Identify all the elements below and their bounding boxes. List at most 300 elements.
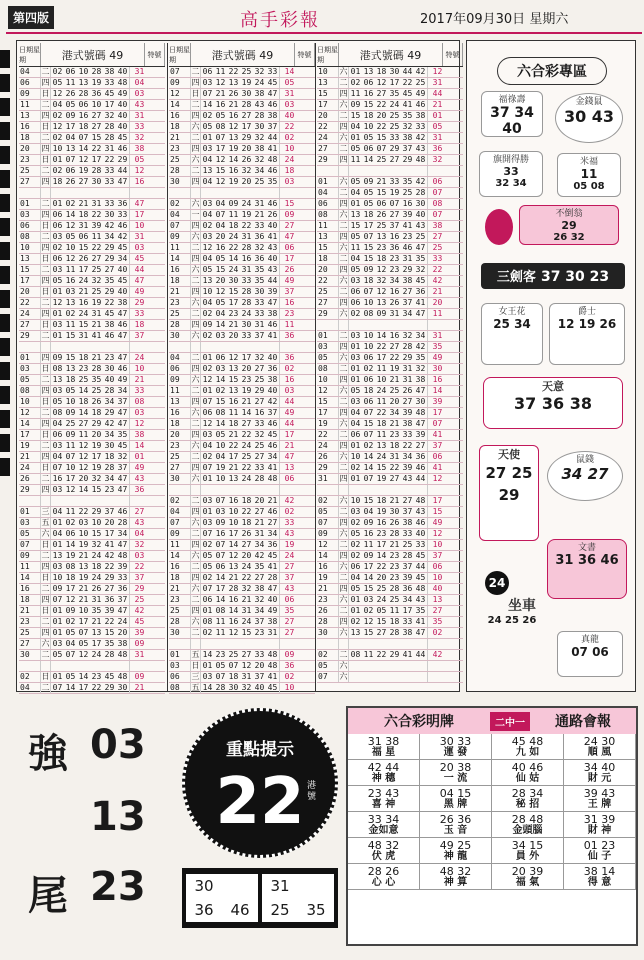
row-special: 16	[129, 177, 149, 187]
row-special	[427, 639, 447, 649]
row-number: 07	[65, 155, 76, 164]
badge-nums: 33	[503, 165, 519, 178]
row-number: 34	[267, 452, 278, 461]
table-row	[169, 485, 315, 496]
row-number: 21	[78, 551, 89, 560]
row-number: 33	[389, 177, 400, 186]
row-date: 19	[317, 573, 339, 583]
row-number: 27	[91, 111, 102, 120]
row-date: 08	[317, 364, 339, 374]
tip-cell	[348, 838, 420, 864]
row-number: 35	[104, 276, 115, 285]
row-special: 32	[129, 133, 149, 143]
row-number: 36	[389, 243, 400, 252]
table-row	[317, 265, 463, 276]
row-number: 11	[65, 441, 76, 450]
row-number: 22	[228, 441, 239, 450]
row-number: 10	[363, 122, 374, 131]
date-week-header: 日期星期	[317, 43, 339, 66]
row-number: 27	[402, 397, 413, 406]
row-number: 31	[254, 320, 265, 329]
row-date	[169, 342, 191, 352]
row-date: 27	[169, 463, 191, 473]
row-weekday: 二	[339, 650, 348, 659]
table-row	[317, 177, 463, 188]
row-number: 22	[241, 221, 252, 230]
row-number: 20	[228, 331, 239, 340]
row-number: 25	[389, 122, 400, 131]
row-date: 25	[169, 155, 191, 165]
badge-nums: 27 25 29	[485, 464, 533, 504]
row-number	[401, 672, 414, 682]
row-number: 01	[202, 507, 213, 516]
row-date: 07	[169, 67, 191, 77]
row-number: 16	[228, 595, 239, 604]
row-number: 02	[363, 441, 374, 450]
table-row	[169, 452, 315, 463]
row-number	[77, 188, 90, 198]
row-number: 25	[254, 177, 265, 186]
row-weekday: 六	[339, 661, 348, 670]
row-number: 43	[402, 474, 413, 483]
row-special	[129, 496, 149, 506]
row-weekday: 二	[41, 100, 50, 109]
row-number: 05	[350, 232, 361, 241]
film-num: 46	[230, 901, 250, 919]
row-number: 10	[65, 243, 76, 252]
row-number	[349, 672, 362, 682]
tip-numbers: 30 33	[439, 735, 472, 748]
row-number: 16	[228, 496, 239, 505]
row-number: 28	[104, 133, 115, 142]
row-number: 14	[228, 606, 239, 615]
row-special: 22	[129, 562, 149, 572]
row-special: 43	[129, 518, 149, 528]
row-number: 16	[78, 111, 89, 120]
row-number: 31	[91, 595, 102, 604]
row-number: 32	[241, 683, 252, 692]
row-number: 06	[350, 298, 361, 307]
row-weekday: 四	[191, 287, 200, 296]
badge-nums: 32 34	[495, 178, 527, 189]
row-number: 22	[376, 650, 387, 659]
row-number: 21	[228, 463, 239, 472]
tail-label: 尾	[28, 873, 68, 919]
tip-word: 金頭腦	[512, 825, 543, 836]
row-special: 23	[279, 309, 299, 319]
row-number: 04	[350, 419, 361, 428]
row-number: 17	[376, 353, 387, 362]
row-number: 04	[52, 507, 63, 516]
row-date	[169, 639, 191, 649]
row-number: 13	[228, 78, 239, 87]
row-weekday: 日	[41, 320, 50, 329]
row-number	[103, 188, 116, 198]
row-special	[427, 320, 447, 330]
row-date: 12	[169, 89, 191, 99]
row-weekday: 六	[339, 243, 348, 252]
row-number: 02	[52, 133, 63, 142]
row-number: 48	[117, 672, 128, 681]
row-number: 03	[215, 507, 226, 516]
row-number: 22	[376, 342, 387, 351]
table-row	[169, 639, 315, 650]
row-special: 39	[427, 397, 447, 407]
row-number: 02	[65, 518, 76, 527]
table-row	[19, 89, 165, 100]
row-number	[90, 496, 103, 506]
row-date: 09	[169, 529, 191, 539]
table-row	[169, 265, 315, 276]
row-number: 01	[52, 518, 63, 527]
row-number: 17	[104, 100, 115, 109]
row-number: 48	[267, 155, 278, 164]
row-number: 18	[52, 177, 63, 186]
row-date: 27	[19, 639, 41, 649]
row-number: 13	[228, 386, 239, 395]
row-special: 37	[129, 573, 149, 583]
row-number: 49	[117, 375, 128, 384]
row-number: 09	[65, 111, 76, 120]
row-number: 08	[52, 408, 63, 417]
row-number: 23	[389, 551, 400, 560]
badge-label: 爵士	[577, 307, 596, 317]
row-number: 12	[78, 452, 89, 461]
row-number: 28	[104, 122, 115, 131]
row-number: 39	[91, 221, 102, 230]
row-number	[266, 485, 279, 495]
table-row	[169, 430, 315, 441]
row-number: 02	[350, 463, 361, 472]
row-number: 32	[402, 331, 413, 340]
row-number: 12	[78, 155, 89, 164]
table-row	[317, 287, 463, 298]
table-row	[19, 133, 165, 144]
row-number: 31	[78, 221, 89, 230]
row-number: 08	[350, 650, 361, 659]
row-number: 38	[104, 67, 115, 76]
row-special: 27	[279, 628, 299, 638]
row-special: 17	[279, 430, 299, 440]
row-number: 22	[376, 122, 387, 131]
row-weekday: 二	[41, 474, 50, 483]
row-date: 29	[19, 485, 41, 495]
row-special: 07	[427, 210, 447, 220]
row-number: 21	[228, 430, 239, 439]
row-number: 06	[215, 353, 226, 362]
row-number: 45	[117, 276, 128, 285]
row-number: 22	[91, 210, 102, 219]
row-number: 34	[104, 397, 115, 406]
row-number: 26	[228, 89, 239, 98]
column-divider	[167, 43, 168, 691]
tip-numbers: 40 46	[511, 761, 544, 774]
row-number: 35	[415, 353, 426, 362]
column-header	[19, 43, 165, 67]
row-special: 16	[279, 375, 299, 385]
row-number: 13	[228, 364, 239, 373]
row-date: 02	[317, 496, 339, 506]
row-number: 09	[65, 408, 76, 417]
table-row	[19, 122, 165, 133]
row-weekday: 日	[41, 287, 50, 296]
badge-label: 文書	[577, 543, 596, 553]
row-weekday: 四	[191, 111, 200, 120]
results-column	[19, 43, 165, 691]
row-weekday	[41, 342, 51, 352]
table-row	[317, 507, 463, 518]
table-row	[169, 331, 315, 342]
table-row	[19, 562, 165, 573]
row-number: 24	[91, 551, 102, 560]
badge-label: 天意	[542, 380, 564, 393]
row-number: 26	[241, 529, 252, 538]
row-special: 06	[279, 474, 299, 484]
table-row	[169, 650, 315, 661]
tip-numbers: 48 32	[439, 865, 472, 878]
row-number: 08	[215, 606, 226, 615]
table-row	[19, 67, 165, 78]
row-number: 03	[363, 595, 374, 604]
row-date: 18	[169, 573, 191, 583]
badge-mifu	[557, 153, 621, 197]
row-special: 44	[427, 89, 447, 99]
row-weekday: 二	[41, 133, 50, 142]
row-number: 40	[267, 595, 278, 604]
table-row	[19, 485, 165, 496]
tip-numbers: 01 23	[583, 839, 616, 852]
row-number: 34	[117, 529, 128, 538]
row-number: 49	[267, 606, 278, 615]
row-number: 17	[65, 122, 76, 131]
row-date: 04	[19, 683, 41, 693]
row-number: 46	[415, 463, 426, 472]
row-number: 18	[389, 617, 400, 626]
middle-number: 13	[90, 794, 146, 840]
badge-angel	[479, 445, 539, 541]
row-weekday: 四	[41, 562, 50, 571]
row-number: 22	[376, 408, 387, 417]
row-special: 07	[427, 188, 447, 198]
row-number: 39	[402, 210, 413, 219]
tip-word: 黑 牌	[443, 799, 468, 810]
table-row	[317, 221, 463, 232]
tip-numbers: 23 43	[367, 787, 400, 800]
table-row	[169, 221, 315, 232]
film-num: 35	[306, 901, 326, 919]
row-number: 12	[215, 287, 226, 296]
row-number: 24	[117, 617, 128, 626]
row-number: 28	[91, 67, 102, 76]
row-number: 03	[202, 144, 213, 153]
row-special: 03	[129, 89, 149, 99]
row-number: 27	[91, 122, 102, 131]
tip-cell	[420, 864, 492, 890]
row-number: 31	[254, 529, 265, 538]
row-number: 09	[65, 430, 76, 439]
row-number: 12	[376, 287, 387, 296]
badge-nums: 11	[580, 167, 598, 181]
row-number: 14	[363, 155, 374, 164]
row-number: 31	[104, 144, 115, 153]
badge-label: 三劍客	[496, 270, 536, 285]
row-number: 05	[350, 584, 361, 593]
row-number: 32	[402, 122, 413, 131]
row-number: 13	[52, 375, 63, 384]
row-number: 01	[202, 386, 213, 395]
row-special: 21	[129, 375, 149, 385]
row-number: 04	[52, 419, 63, 428]
row-number: 16	[215, 243, 226, 252]
row-number: 38	[254, 89, 265, 98]
badge-label: 鼠錢	[575, 455, 594, 465]
row-number: 12	[241, 661, 252, 670]
row-number	[77, 342, 90, 352]
badge-label: 坐車	[508, 598, 536, 614]
row-date: 11	[317, 221, 339, 231]
row-number: 37	[254, 672, 265, 681]
row-number: 22	[91, 243, 102, 252]
row-date: 09	[169, 78, 191, 88]
row-number: 13	[202, 276, 213, 285]
row-number: 19	[65, 551, 76, 560]
row-number: 38	[254, 144, 265, 153]
row-special: 21	[427, 287, 447, 297]
row-number: 41	[267, 562, 278, 571]
row-special: 38	[129, 144, 149, 154]
row-number: 17	[78, 265, 89, 274]
row-date: 29	[317, 463, 339, 473]
row-date: 13	[169, 397, 191, 407]
row-number	[375, 672, 388, 682]
row-number: 07	[202, 89, 213, 98]
row-number: 10	[363, 331, 374, 340]
row-number: 23	[376, 243, 387, 252]
row-number: 38	[415, 111, 426, 120]
row-number: 16	[363, 529, 374, 538]
tip-word: 秘 招	[515, 799, 540, 810]
table-row	[169, 309, 315, 320]
row-number: 35	[104, 639, 115, 648]
row-number: 08	[363, 309, 374, 318]
row-date: 12	[317, 386, 339, 396]
row-number: 10	[228, 518, 239, 527]
row-number: 28	[228, 584, 239, 593]
row-number: 35	[389, 89, 400, 98]
row-number	[51, 661, 64, 671]
tip-word: 仙 子	[587, 851, 612, 862]
row-number	[362, 639, 375, 649]
badge-ride	[479, 571, 545, 681]
row-date: 14	[19, 419, 41, 429]
row-number: 03	[52, 639, 63, 648]
row-date	[317, 320, 339, 330]
row-special: 37	[129, 331, 149, 341]
row-number: 35	[117, 430, 128, 439]
row-number: 23	[254, 628, 265, 637]
row-date: 14	[169, 100, 191, 110]
row-number: 19	[241, 210, 252, 219]
row-date: 21	[317, 584, 339, 594]
table-row	[19, 529, 165, 540]
row-number: 11	[215, 67, 226, 76]
row-number: 01	[350, 67, 361, 76]
row-number: 10	[228, 507, 239, 516]
row-number: 29	[104, 287, 115, 296]
row-number: 46	[117, 221, 128, 230]
row-weekday: 二	[339, 111, 348, 120]
row-number	[240, 639, 253, 649]
row-weekday: 二	[41, 375, 50, 384]
main-numbers-header: 港式號碼 49	[41, 43, 145, 66]
row-number: 04	[202, 254, 213, 263]
row-number: 33	[402, 529, 413, 538]
row-number: 27	[415, 441, 426, 450]
row-date: 01	[317, 331, 339, 341]
row-number: 27	[389, 474, 400, 483]
row-number: 16	[215, 100, 226, 109]
row-number	[414, 672, 427, 682]
row-number	[227, 188, 240, 198]
row-number: 31	[241, 672, 252, 681]
row-special: 10	[279, 683, 299, 693]
row-number: 26	[389, 518, 400, 527]
table-row	[169, 529, 315, 540]
row-number: 04	[52, 529, 63, 538]
row-number: 43	[415, 144, 426, 153]
row-number: 46	[104, 331, 115, 340]
row-special: 31	[129, 67, 149, 77]
row-number: 29	[402, 155, 413, 164]
date-text: 2017年09月30日	[420, 12, 526, 27]
row-number: 15	[78, 320, 89, 329]
row-number: 36	[267, 364, 278, 373]
row-number: 17	[215, 144, 226, 153]
row-date: 13	[317, 232, 339, 242]
row-number: 24	[228, 232, 239, 241]
row-number: 21	[78, 595, 89, 604]
row-number: 38	[267, 111, 278, 120]
badge-label: 不倒翁	[555, 209, 583, 219]
row-weekday: 二	[191, 67, 200, 76]
row-weekday: 六	[339, 628, 348, 637]
row-number: 39	[402, 408, 413, 417]
table-row	[317, 441, 463, 452]
row-number: 01	[52, 540, 63, 549]
tip-cell	[564, 838, 636, 864]
row-weekday: 四	[191, 144, 200, 153]
row-number: 05	[376, 606, 387, 615]
row-special: 05	[279, 78, 299, 88]
row-number: 10	[376, 375, 387, 384]
row-number: 33	[254, 650, 265, 659]
row-weekday	[339, 639, 349, 649]
row-number: 33	[104, 177, 115, 186]
row-number: 02	[65, 617, 76, 626]
row-date: 24	[19, 463, 41, 473]
table-row	[317, 375, 463, 386]
row-number: 01	[350, 342, 361, 351]
badge-label: 福祿壽	[498, 95, 526, 105]
row-number: 02	[202, 221, 213, 230]
tip-cell	[492, 734, 564, 760]
row-number: 11	[350, 89, 361, 98]
row-special: 08	[129, 397, 149, 407]
row-number: 20	[254, 496, 265, 505]
row-date: 21	[169, 287, 191, 297]
row-number: 31	[402, 254, 413, 263]
row-number: 13	[65, 144, 76, 153]
